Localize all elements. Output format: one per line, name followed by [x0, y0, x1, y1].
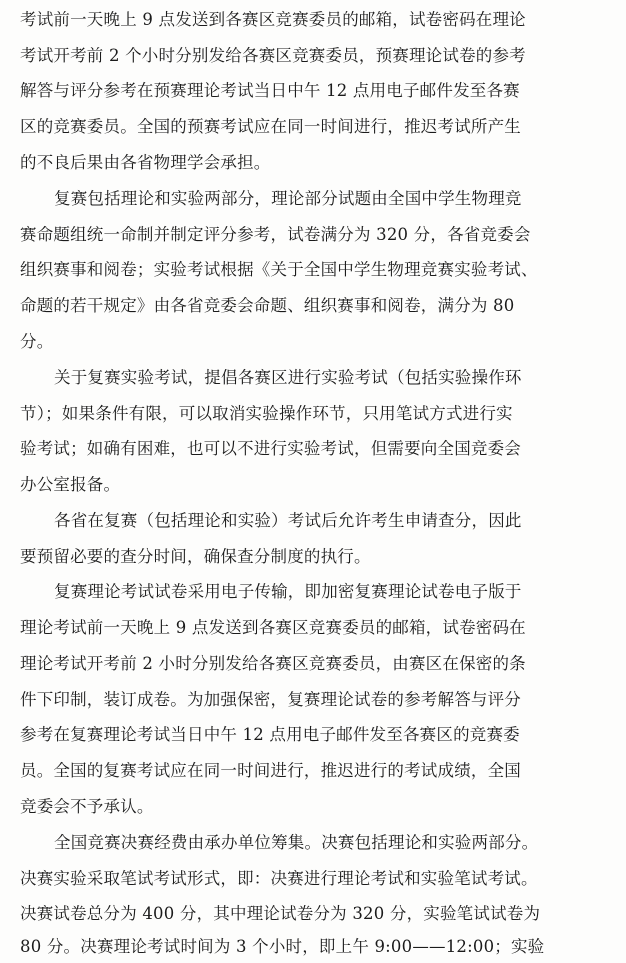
text-line: [0, 290, 626, 322]
text-line: [0, 4, 626, 36]
text-line: [0, 576, 626, 608]
line-text: 关于复赛实验考试，提倡各赛区进行实验考试（包括实验操作环: [54, 368, 522, 387]
line-text: 组织赛事和阅卷；实验考试根据《关于全国中学生物理竞赛实验考试、: [20, 260, 538, 279]
text-line: [0, 219, 626, 251]
text-line: [0, 75, 626, 107]
line-text: 参考在复赛理论考试当日中午 12 点用电子邮件发至各赛区的竞赛委: [20, 725, 520, 744]
line-text: 节）；如果条件有限，可以取消实验操作环节，只用笔试方式进行实: [20, 404, 513, 423]
line-text: 的不良后果由各省物理学会承担。: [20, 153, 271, 172]
line-text: 复赛理论考试试卷采用电子传输，即加密复赛理论试卷电子版于: [54, 582, 522, 601]
line-text: 全国竞赛决赛经费由承办单位筹集。决赛包括理论和实验两部分。: [54, 833, 539, 852]
text-line: [0, 183, 626, 215]
text-line: [0, 111, 626, 143]
text-line: [0, 40, 626, 72]
line-text: 命题的若干规定》由各省竞委会命题、组织赛事和阅卷，满分为 80: [20, 296, 515, 315]
text-line: [0, 362, 626, 394]
line-text: 赛命题组统一命制并制定评分参考，试卷满分为 320 分，各省竞委会: [20, 225, 531, 244]
text-line: [0, 254, 626, 286]
text-line: [0, 147, 626, 179]
text-line: [0, 505, 626, 537]
text-line: [0, 326, 626, 358]
line-text: 考试开考前 2 个小时分别发给各赛区竞赛委员，预赛理论试卷的参考: [20, 46, 526, 65]
text-line: [0, 827, 626, 859]
text-line: [0, 755, 626, 787]
line-text: 理论考试开考前 2 小时分别发给各赛区竞赛委员，由赛区在保密的条: [20, 654, 526, 673]
line-text: 决赛试卷总分为 400 分，其中理论试卷分为 320 分，实验笔试试卷为: [20, 904, 541, 923]
line-text: 理论考试前一天晚上 9 点发送到各赛区竞赛委员的邮箱，试卷密码在: [20, 618, 526, 637]
text-line: [0, 469, 626, 501]
line-text: 解答与评分参考在预赛理论考试当日中午 12 点用电子邮件发至各赛: [20, 81, 520, 100]
text-line: [0, 863, 626, 895]
text-line: [0, 541, 626, 573]
text-line: [0, 931, 626, 963]
text-line: [0, 612, 626, 644]
line-text: 80 分。决赛理论考试时间为 3 个小时，即上午 9:00——12:00；实验: [20, 937, 545, 956]
line-text: 办公室报备。: [20, 475, 121, 494]
text-line: [0, 684, 626, 716]
text-line: [0, 898, 626, 930]
line-text: 考试前一天晚上 9 点发送到各赛区竞赛委员的邮箱，试卷密码在理论: [20, 10, 526, 29]
line-text: 验考试；如确有困难，也可以不进行实验考试，但需要向全国竞委会: [20, 439, 521, 458]
text-line: [0, 648, 626, 680]
line-text: 件下印制，装订成卷。为加强保密，复赛理论试卷的参考解答与评分: [20, 690, 521, 709]
line-text: 各省在复赛（包括理论和实验）考试后允许考生申请查分，因此: [54, 511, 522, 530]
line-text: 复赛包括理论和实验两部分，理论部分试题由全国中学生物理竞: [54, 189, 522, 208]
text-line: [0, 719, 626, 751]
line-text: 区的竞赛委员。全国的预赛考试应在同一时间进行，推迟考试所产生: [20, 117, 521, 136]
line-text: 竞委会不予承认。: [20, 797, 154, 816]
text-line: [0, 398, 626, 430]
text-line: [0, 433, 626, 465]
text-line: [0, 791, 626, 823]
line-text: 分。: [20, 332, 54, 351]
line-text: 要预留必要的查分时间，确保查分制度的执行。: [20, 547, 371, 566]
line-text: 决赛实验采取笔试考试形式，即：决赛进行理论考试和实验笔试考试。: [20, 869, 538, 888]
line-text: 员。全国的复赛考试应在同一时间进行，推迟进行的考试成绩，全国: [20, 761, 521, 780]
